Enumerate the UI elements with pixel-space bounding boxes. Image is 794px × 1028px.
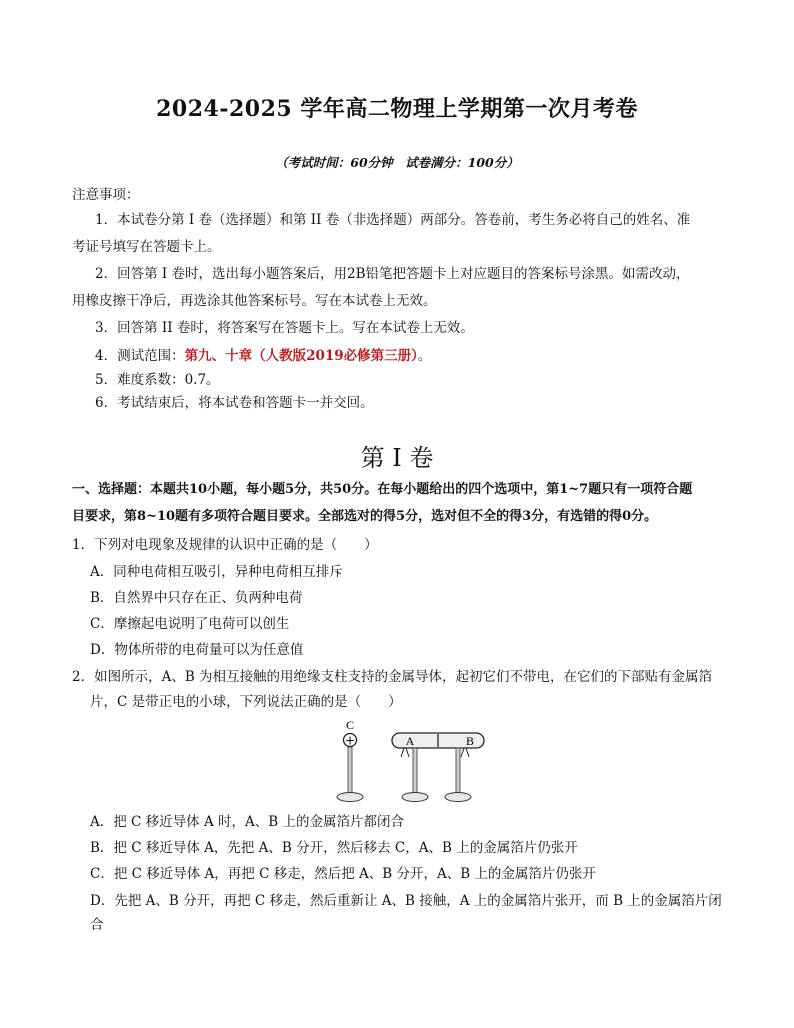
- note-2-line-1: 2．回答第 I 卷时，选出每小题答案后，用2B铅笔把答题卡上对应题目的答案标号涂黑。如需改动，: [95, 266, 690, 282]
- stand-b-base: [445, 793, 471, 802]
- question-1-option-d: D．物体所带的电荷量可以为任意值: [90, 642, 304, 658]
- notes-title: 注意事项：: [72, 187, 140, 203]
- conductor-figure: [330, 717, 490, 807]
- label-b: B: [465, 734, 475, 748]
- foil-b: [461, 748, 469, 757]
- question-2-option-c: C．把 C 移近导体 A，再把 C 移走，然后把 A、B 分开，A、B 上的金属箔片仍张开: [90, 866, 596, 882]
- question-2-option-d-wrap: 合: [90, 917, 104, 933]
- note-4: [95, 346, 750, 366]
- section-instructions-line-2: 目要求，第8~10题有多项符合题目要求。全部选对的得5分，选对但不全的得3分，有选错的得0分。: [72, 509, 658, 524]
- note-4-suffix: 。: [417, 348, 432, 364]
- question-2-option-a: A．把 C 移近导体 A 时，A、B 上的金属箔片都闭合: [90, 814, 404, 830]
- question-2-stem-line-2: 片，C 是带正电的小球，下列说法正确的是（ ）: [90, 694, 402, 710]
- question-1-stem: 1．下列对电现象及规律的认识中正确的是（ ）: [72, 537, 378, 553]
- question-1-option-b: B．自然界中只存在正、负两种电荷: [90, 590, 303, 606]
- question-2-option-b: B．把 C 移近导体 A，先把 A、B 分开，然后移去 C，A、B 上的金属箔片仍张开: [90, 840, 578, 856]
- stand-a-base: [402, 793, 428, 802]
- note-1-line-1: 1．本试卷分第 I 卷（选择题）和第 II 卷（非选择题）两部分。答卷前，考生务必将自己的姓名、准: [95, 212, 691, 228]
- section-heading: 第 I 卷: [360, 444, 434, 472]
- stand-c-pole: [348, 747, 352, 795]
- exam-subtitle: （考试时间：60分钟 试卷满分：100分）: [275, 155, 519, 170]
- question-2-option-d: D．先把 A、B 分开，再把 C 移走，然后重新让 A、B 接触，A 上的金属箔片张开，而 B 上的金属箔片闭: [90, 893, 722, 909]
- foil-a: [401, 748, 409, 757]
- stand-c-base: [337, 793, 363, 802]
- note-6: 6．考试结束后，将本试卷和答题卡一并交回。: [95, 395, 374, 411]
- stand-a-pole: [413, 748, 417, 795]
- plus-sign: +: [344, 733, 356, 748]
- label-a: A: [405, 734, 415, 748]
- note-3: 3．回答第 II 卷时，将答案写在答题卡上。写在本试卷上无效。: [95, 320, 474, 336]
- section-instructions-line-1: 一、选择题：本题共10小题，每小题5分，共50分。在每小题给出的四个选项中，第1~7题只有一项符合题: [72, 482, 693, 497]
- note-5: 5．难度系数：0.7。: [95, 372, 220, 388]
- note-1-line-2: 考证号填写在答题卡上。: [72, 239, 221, 255]
- exam-title: 2024-2025 学年高二物理上学期第一次月考卷: [156, 96, 638, 122]
- stand-b-pole: [456, 748, 460, 795]
- test-scope: 第九、十章（人教版2019必修第三册）: [184, 348, 418, 364]
- question-1-option-c: C．摩擦起电说明了电荷可以创生: [90, 616, 290, 632]
- label-c: C: [345, 718, 355, 732]
- question-1-option-a: A．同种电荷相互吸引，异种电荷相互排斥: [90, 564, 343, 580]
- note-4-prefix: 4．测试范围：: [95, 348, 185, 364]
- question-2-stem-line-1: 2．如图所示，A、B 为相互接触的用绝缘支柱支持的金属导体，起初它们不带电，在它们的下部贴有金属箔: [72, 669, 713, 685]
- note-2-line-2: 用橡皮擦干净后，再选涂其他答案标号。写在本试卷上无效。: [72, 293, 437, 309]
